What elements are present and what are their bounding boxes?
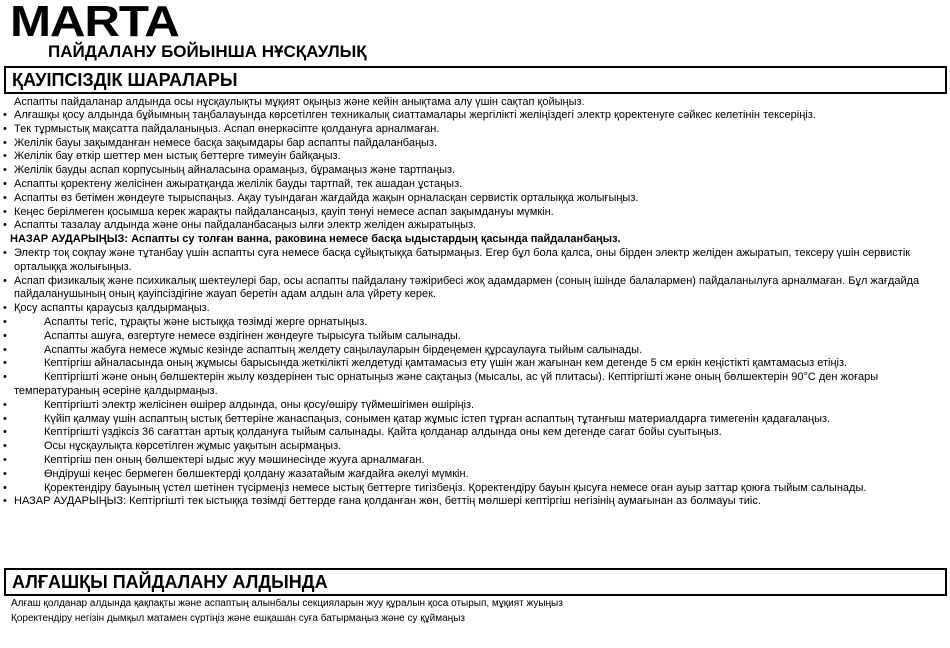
document-title: ПАЙДАЛАНУ БОЙЫНША НҰСҚАУЛЫҚ bbox=[48, 42, 367, 61]
list-item-text: Кептіргішті және оның бөлшектерін жылу көздерінен тыс орнатыңыз және сақтаңыз (мысалы, ас үй плитасы). Кептіргішті және оның бөлшектерін 90°С ден жоғары температураның әсеріне қалдырмаңыз. bbox=[14, 371, 879, 397]
list-item bbox=[0, 316, 946, 330]
list-item bbox=[0, 440, 946, 454]
list-item-text: Аспапты ашуға, өзгертуге немесе өздігінен жөндеуге тырысуға тыйым салынады. bbox=[44, 329, 461, 342]
list-item-text: Желілік бауды аспап корпусының айналасына орамаңыз, бұрамаңыз және тартпаңыз. bbox=[14, 164, 456, 177]
bullet-icon: • bbox=[3, 246, 7, 259]
list-item bbox=[0, 233, 946, 247]
list-item bbox=[0, 413, 946, 427]
list-item bbox=[0, 468, 946, 482]
list-item-text: Қосу аспапты қараусыз қалдырмаңыз. bbox=[14, 302, 210, 315]
list-item bbox=[0, 150, 946, 164]
bullet-icon: • bbox=[3, 315, 7, 328]
bullet-icon: • bbox=[3, 398, 7, 411]
list-item-text: Кептіргішті үздіксіз 36 сағаттан артық қолдануға тыйым салынады. Қайта қолданар алдында оны кем дегенде сағат бойы суытыңыз. bbox=[44, 426, 722, 439]
bullet-icon: • bbox=[3, 481, 7, 494]
list-item-text: Кеңес берілмеген қосымша керек жарақты пайдалансаңыз, қауіп төнуі немесе аспап зақымдануы мүмкін. bbox=[14, 205, 554, 218]
bullet-icon: • bbox=[3, 440, 7, 453]
bullet-icon: • bbox=[3, 177, 7, 190]
list-item-text: Кептіргіш айналасында оның жұмысы барысында жеткілікті желдетуді қамтамасыз ету үшін жан жағынан кем дегенде 5 cм еркін кеңістікті қамтамасыз етіңіз. bbox=[44, 357, 848, 370]
bullet-icon: • bbox=[3, 109, 7, 121]
list-item-text: Аспапты жабуға немесе жұмыс кезінде аспаптың желдету саңылауларын бірдеңемен құрсаулауға тыйым салынады. bbox=[44, 343, 643, 356]
list-item bbox=[0, 137, 946, 151]
bullet-icon: • bbox=[3, 302, 7, 315]
list-item-text: Аспапты өз бетімен жөндеуге тырыспаңыз. Ақау туындаған жағдайда жақын орналасқан сервистік орталыққа жолығыңыз. bbox=[14, 191, 639, 204]
list-item bbox=[0, 454, 946, 468]
list-item-text: Аспап физикалық және психикалық шектеулері бар, осы аспапты пайдалану тәжірибесі жоқ адамдармен (соның ішінде балалармен) пайдаланылуға арналмаған. Бұл жағдайда пайдаланушының оның қауіпсіздігіне жауап беретін адам алдын ала үйрету керек. bbox=[14, 274, 920, 301]
list-item-text: Желілік бауы зақымданған немесе басқа зақымдары бар аспапты пайдаланбаңыз. bbox=[14, 136, 438, 149]
list-item-text: Осы нұсқаулықта көрсетілген жұмыс уақытын асырмаңыз. bbox=[44, 440, 342, 453]
list-item-text: Аспапты қоректену желісінен ажыратқанда желілік бауды тартпай, тек ашадан ұстаңыз. bbox=[14, 177, 463, 190]
list-item bbox=[0, 247, 946, 275]
list-item bbox=[0, 123, 946, 137]
list-item-text: Алғашқы қосу алдында бұйымның таңбалауында көрсетілген техникалық сиаттамалары жергілікті желіңіздегі электр қоректенуге сәйкес келетінін тексеріңіз. bbox=[14, 109, 816, 121]
bullet-icon: • bbox=[3, 329, 7, 342]
list-item bbox=[0, 302, 946, 316]
bullet-icon: • bbox=[3, 164, 7, 177]
list-item bbox=[0, 164, 946, 178]
list-item-text: Тек тұрмыстық мақсатта пайдаланыңыз. Аспап өнеркәсіпте қолдануға арналмаған. bbox=[14, 122, 440, 135]
list-item bbox=[0, 178, 946, 192]
list-item bbox=[0, 426, 946, 440]
bullet-icon: • bbox=[3, 274, 7, 287]
bullet-icon: • bbox=[3, 495, 7, 508]
list-item bbox=[0, 330, 946, 344]
intro-text: Аспапты пайдаланар алдында осы нұсқаулықты мұқият оқыңыз және кейін анықтама алу үшін сақтап қойыңыз. bbox=[14, 96, 585, 108]
brand-logo: MARTA bbox=[10, 0, 179, 46]
list-item-text: Аспапты тегіс, тұрақты және ыстыққа төзімді жерге орнатыңыз. bbox=[44, 315, 368, 328]
list-item-text: Кептіргішті электр желісінен өшірер алдында, оны қосу/өшіру түймешігімен өшіріңіз. bbox=[44, 398, 475, 411]
list-item-text: Аспапты тазалау алдында және оны пайдаланбасаңыз ылғи электр желіден ажыратыңыз. bbox=[14, 219, 477, 232]
list-item-text: Өндіруші кеңес бермеген бөлшектерді қолдану жазатайым жағдайға әкелуі мүмкін. bbox=[44, 467, 469, 480]
list-item-text: Қоректендіру бауының үстел шетінен түсірмеңіз немесе ыстық беттерге тигізбеңіз. Қоректендіру бауын қысуға немесе оған ауыр заттар қоюға тыйым салынады. bbox=[44, 481, 867, 494]
bullet-icon: • bbox=[3, 136, 7, 149]
bullet-icon: • bbox=[3, 453, 7, 466]
list-item-text: Желілік бау өткір шеттер мен ыстық беттерге тимеуін байқаңыз. bbox=[14, 150, 341, 163]
bullet-icon: • bbox=[3, 467, 7, 480]
bullet-icon: • bbox=[3, 426, 7, 439]
bullet-icon: • bbox=[3, 191, 7, 204]
first-use-line: Қоректендіру негізін дымқыл матамен сүртіңіз және ешқашан суға батырмаңыз және су құймаңыз bbox=[11, 613, 465, 624]
list-item-text: НАЗАР АУДАРЫҢЫЗ: Аспапты су толған ванна, раковина немесе басқа ыдыстардың қасында пайдаланбаңыз. bbox=[10, 233, 621, 246]
list-item bbox=[0, 482, 946, 496]
bullet-icon: • bbox=[3, 343, 7, 356]
list-item-text: Күйіп қалмау үшін аспаптың ыстық беттеріне жанаспаңыз, сонымен қатар жұмыс істеп тұрған аспаптың тұтанғыш материалдарға тимегенін қадағалаңыз. bbox=[44, 412, 831, 425]
section-heading-first-use: АЛҒАШҚЫ ПАЙДАЛАНУ АЛДЫНДА bbox=[4, 568, 947, 596]
list-item-text: НАЗАР АУДАРЫҢЫЗ: Кептіргішті тек ыстыққа төзімді беттерде ғана қолданған жөн, беттің мөлшері кептіргіш негізінің аумағынан аз болмауы тиіс. bbox=[14, 495, 761, 508]
bullet-icon: • bbox=[3, 412, 7, 425]
bullet-icon: • bbox=[3, 205, 7, 218]
list-item bbox=[0, 275, 946, 303]
list-item bbox=[0, 206, 946, 220]
bullet-icon: • bbox=[3, 219, 7, 232]
list-item bbox=[0, 109, 946, 123]
bullet-icon: • bbox=[3, 122, 7, 135]
safety-list bbox=[0, 109, 946, 509]
list-item bbox=[0, 371, 946, 399]
list-item bbox=[0, 344, 946, 358]
list-item bbox=[0, 219, 946, 233]
list-item bbox=[0, 357, 946, 371]
list-item bbox=[0, 399, 946, 413]
list-item-text: Кептіргіш пен оның бөлшектері ыдыс жуу мәшинесінде жууға арналмаған. bbox=[44, 453, 425, 466]
bullet-icon: • bbox=[3, 371, 7, 384]
list-item bbox=[0, 192, 946, 206]
section-heading-safety: ҚАУІПСІЗДІК ШАРАЛАРЫ bbox=[4, 66, 947, 94]
list-item bbox=[0, 495, 946, 509]
list-item-text: Электр тоқ соқпау және тұтанбау үшін аспапты суға немесе басқа сұйықтыққа батырмаңыз. Егер бұл бола қалса, оны бірден электр желіден ажыратып, тексеру үшін сервистік орталыққа жолығыңыз. bbox=[14, 246, 911, 273]
first-use-line: Алғаш қолданар алдында қақпақты және аспаптың алынбалы секцияларын жуу құралын қоса отырып, мұқият жуыңыз bbox=[11, 598, 563, 609]
bullet-icon: • bbox=[3, 357, 7, 370]
bullet-icon: • bbox=[3, 150, 7, 163]
